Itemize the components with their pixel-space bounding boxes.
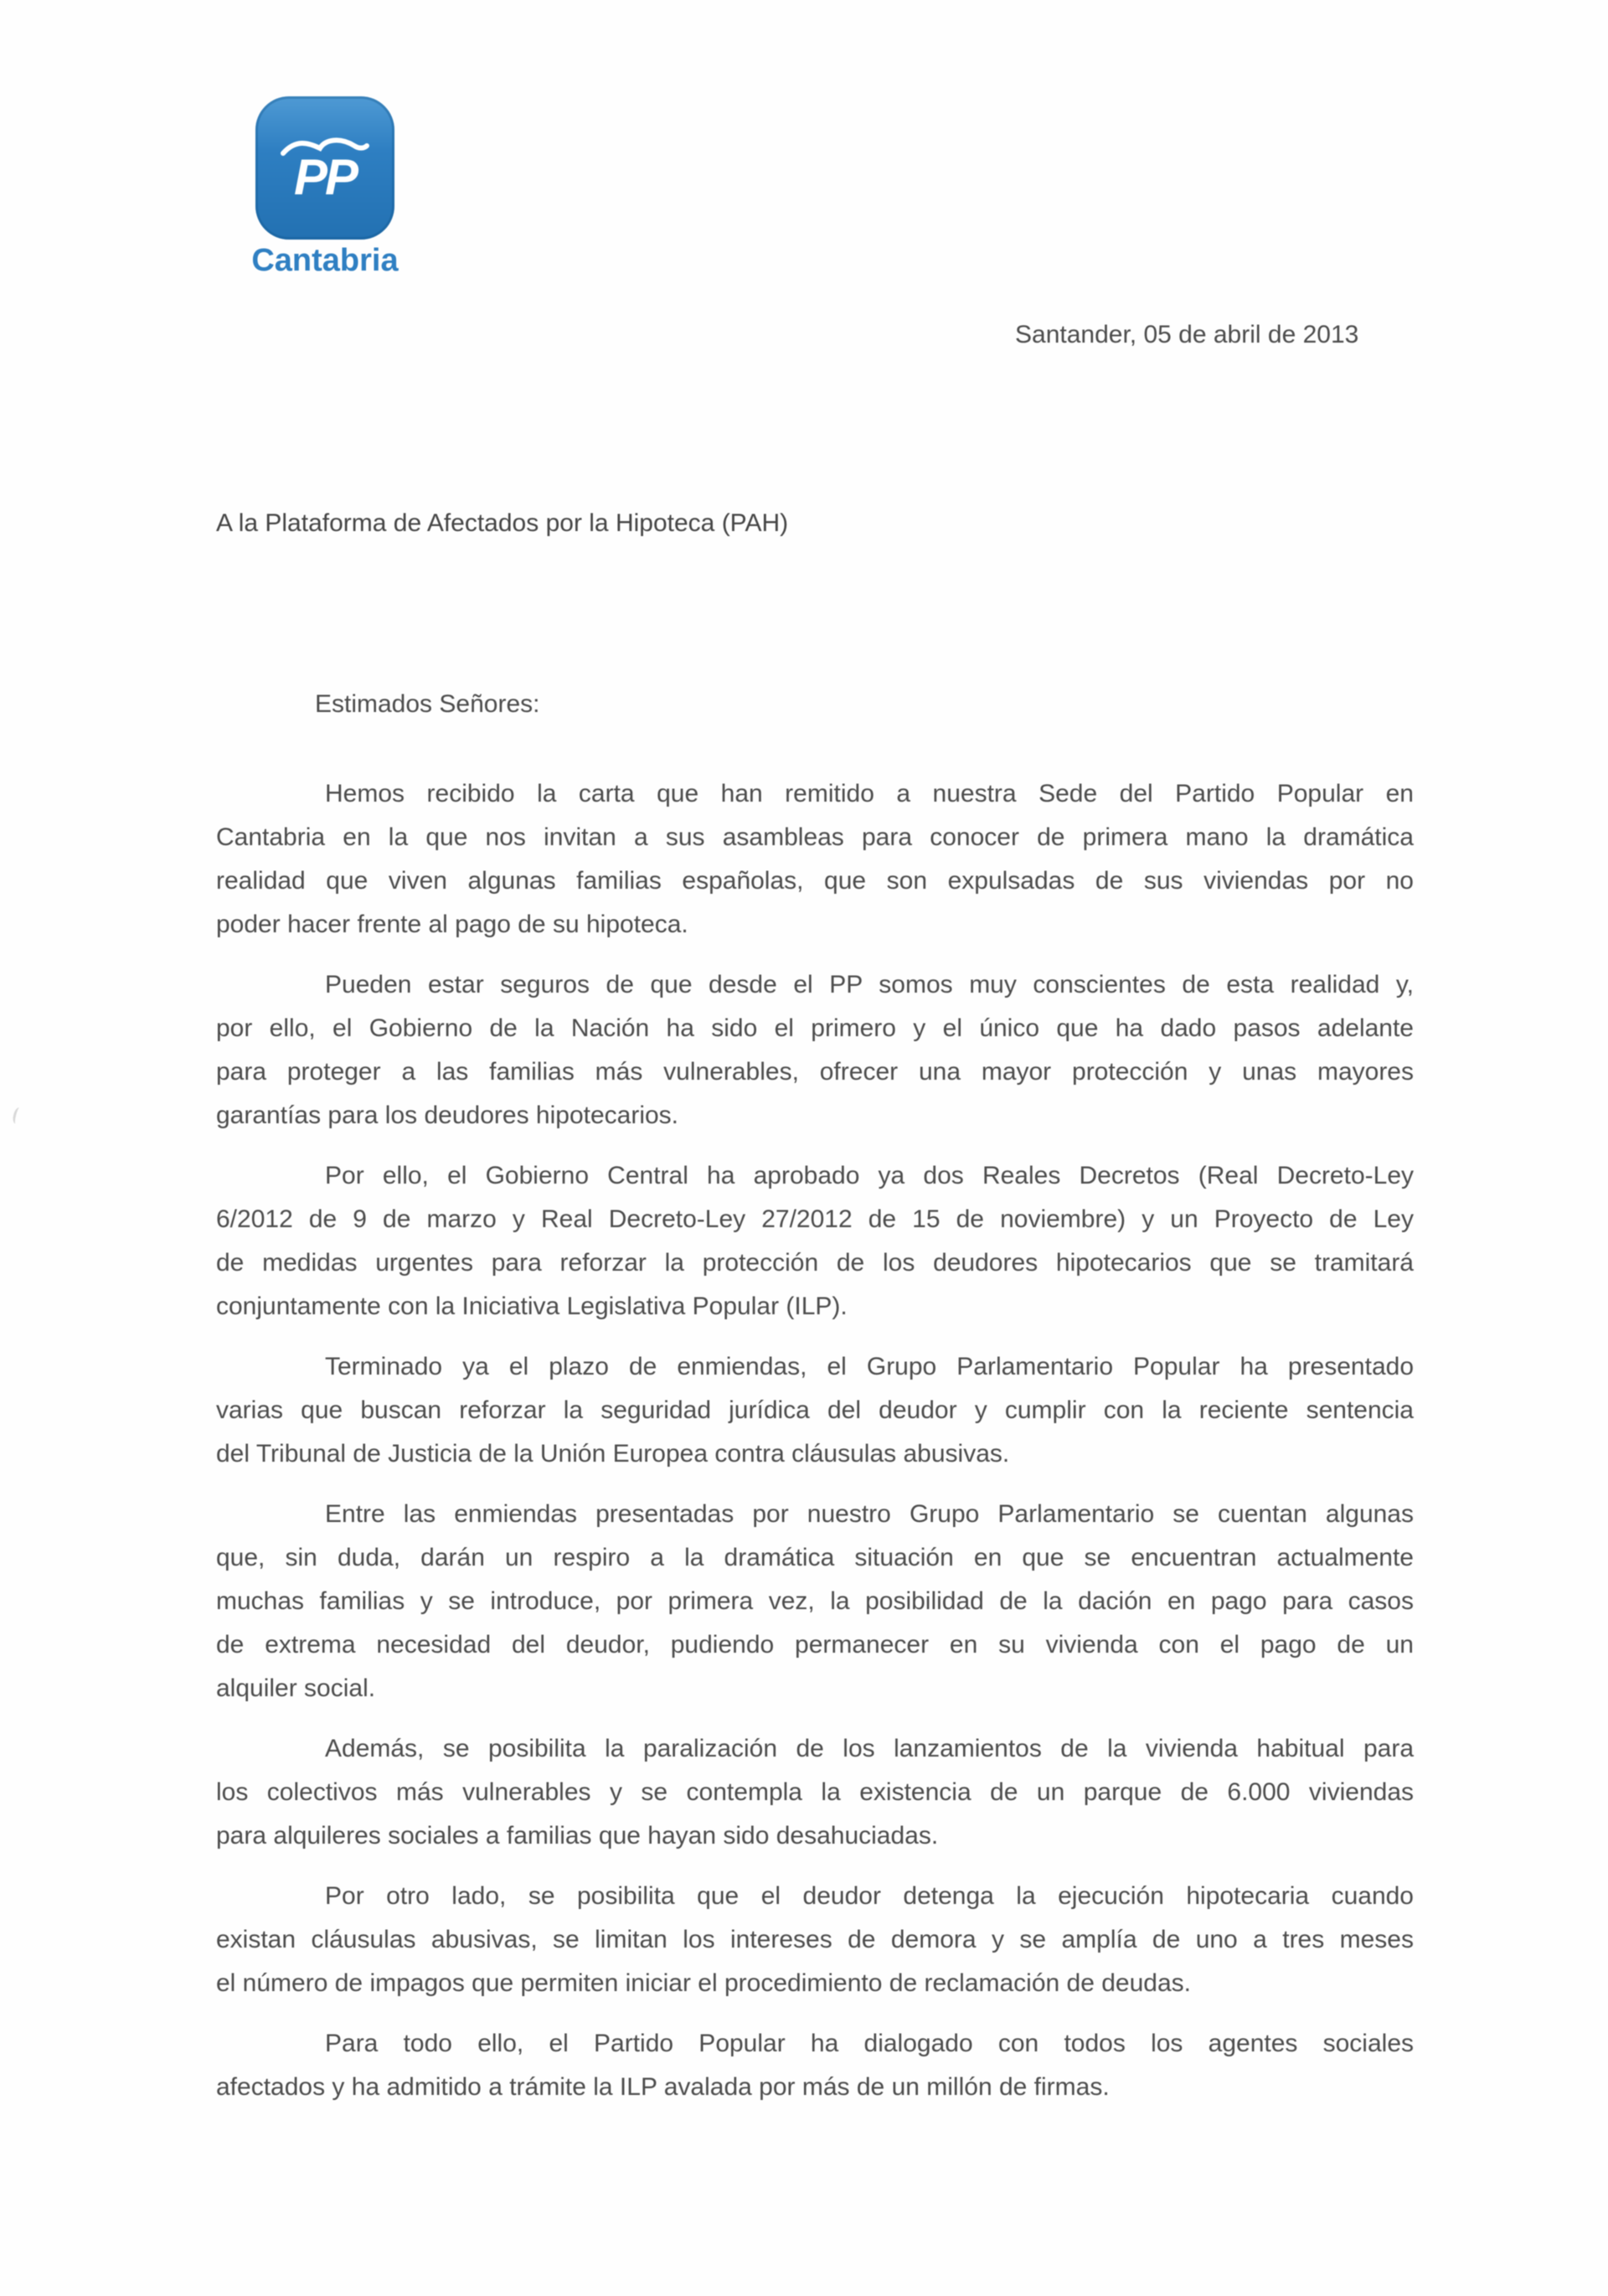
letter-paragraph [216, 1154, 1414, 1329]
paragraph-line: Hemos recibido la carta que han remitido a nuestra Sede del Partido Popular en [325, 780, 1414, 807]
letter-paragraph [216, 1727, 1414, 1858]
paragraph-line: por ello, el Gobierno de la Nación ha sido el primero y el único que ha dado pasos adelante [216, 1014, 1414, 1042]
paragraph-line: Para todo ello, el Partido Popular ha dialogado con todos los agentes sociales [325, 2030, 1414, 2057]
letter-paragraph [216, 2022, 1414, 2109]
paragraph-line: 6/2012 de 9 de marzo y Real Decreto-Ley 27/2012 de 15 de noviembre) y un Proyecto de Ley [216, 1205, 1414, 1233]
paragraph-line: Además, se posibilita la paralización de los lanzamientos de la vivienda habitual para [325, 1735, 1414, 1762]
letter-paragraph [216, 963, 1414, 1138]
pp-cantabria-logo [251, 96, 423, 279]
paragraph-line: para alquileres sociales a familias que hayan sido desahuciadas. [216, 1822, 939, 1850]
paragraph-line: Cantabria en la que nos invitan a sus asambleas para conocer de primera mano la dramática [216, 823, 1414, 851]
paragraph-line: de medidas urgentes para reforzar la protección de los deudores hipotecarios que se tramitará [216, 1249, 1414, 1277]
pp-logo-letters: PP [293, 149, 357, 205]
paragraph-line: el número de impagos que permiten iniciar el procedimiento de reclamación de deudas. [216, 1969, 1191, 1997]
paragraph-line: que, sin duda, darán un respiro a la dramática situación en que se encuentran actualmente [216, 1544, 1414, 1571]
letter-body [216, 772, 1414, 2126]
paragraph-line: Por ello, el Gobierno Central ha aprobado ya dos Reales Decretos (Real Decreto-Ley [325, 1162, 1414, 1189]
paragraph-line: Pueden estar seguros de que desde el PP somos muy conscientes de esta realidad y, [325, 971, 1414, 998]
paragraph-line: afectados y ha admitido a trámite la ILP avalada por más de un millón de firmas. [216, 2073, 1110, 2101]
pp-logo-square [255, 96, 394, 240]
scan-artifact-mark [12, 1107, 24, 1125]
paragraph-line: alquiler social. [216, 1674, 376, 1702]
paragraph-line: de extrema necesidad del deudor, pudiendo permanecer en su vivienda con el pago de un [216, 1631, 1414, 1659]
paragraph-line: los colectivos más vulnerables y se contempla la existencia de un parque de 6.000 viviendas [216, 1778, 1414, 1806]
letter-paragraph [216, 1875, 1414, 2005]
letter-paragraph [216, 1345, 1414, 1476]
paragraph-line: varias que buscan reforzar la seguridad jurídica del deudor y cumplir con la reciente sentencia [216, 1396, 1414, 1424]
paragraph-line: Por otro lado, se posibilita que el deudor detenga la ejecución hipotecaria cuando [325, 1882, 1414, 1910]
paragraph-line: del Tribunal de Justicia de la Unión Europea contra cláusulas abusivas. [216, 1440, 1010, 1468]
paragraph-line: Terminado ya el plazo de enmiendas, el Grupo Parlamentario Popular ha presentado [325, 1353, 1414, 1380]
paragraph-line: Entre las enmiendas presentadas por nuestro Grupo Parlamentario se cuentan algunas [325, 1500, 1414, 1528]
letter-recipient: A la Plataforma de Afectados por la Hipoteca (PAH) [216, 509, 789, 537]
letter-paragraph [216, 1493, 1414, 1710]
letter-paragraph [216, 772, 1414, 947]
logo-region-label: Cantabria [251, 243, 399, 278]
paragraph-line: existan cláusulas abusivas, se limitan los intereses de demora y se amplía de uno a tres meses [216, 1926, 1414, 1953]
paragraph-line: realidad que viven algunas familias españolas, que son expulsadas de sus viviendas por no [216, 867, 1414, 895]
letter-salutation: Estimados Señores: [315, 690, 540, 718]
letter-date: Santander, 05 de abril de 2013 [1015, 321, 1359, 348]
paragraph-line: garantías para los deudores hipotecarios. [216, 1102, 679, 1129]
paragraph-line: muchas familias y se introduce, por primera vez, la posibilidad de la dación en pago para casos [216, 1587, 1414, 1615]
paragraph-line: conjuntamente con la Iniciativa Legislativa Popular (ILP). [216, 1292, 848, 1320]
paragraph-line: para proteger a las familias más vulnerables, ofrecer una mayor protección y unas mayores [216, 1058, 1414, 1086]
paragraph-line: poder hacer frente al pago de su hipoteca. [216, 911, 688, 938]
